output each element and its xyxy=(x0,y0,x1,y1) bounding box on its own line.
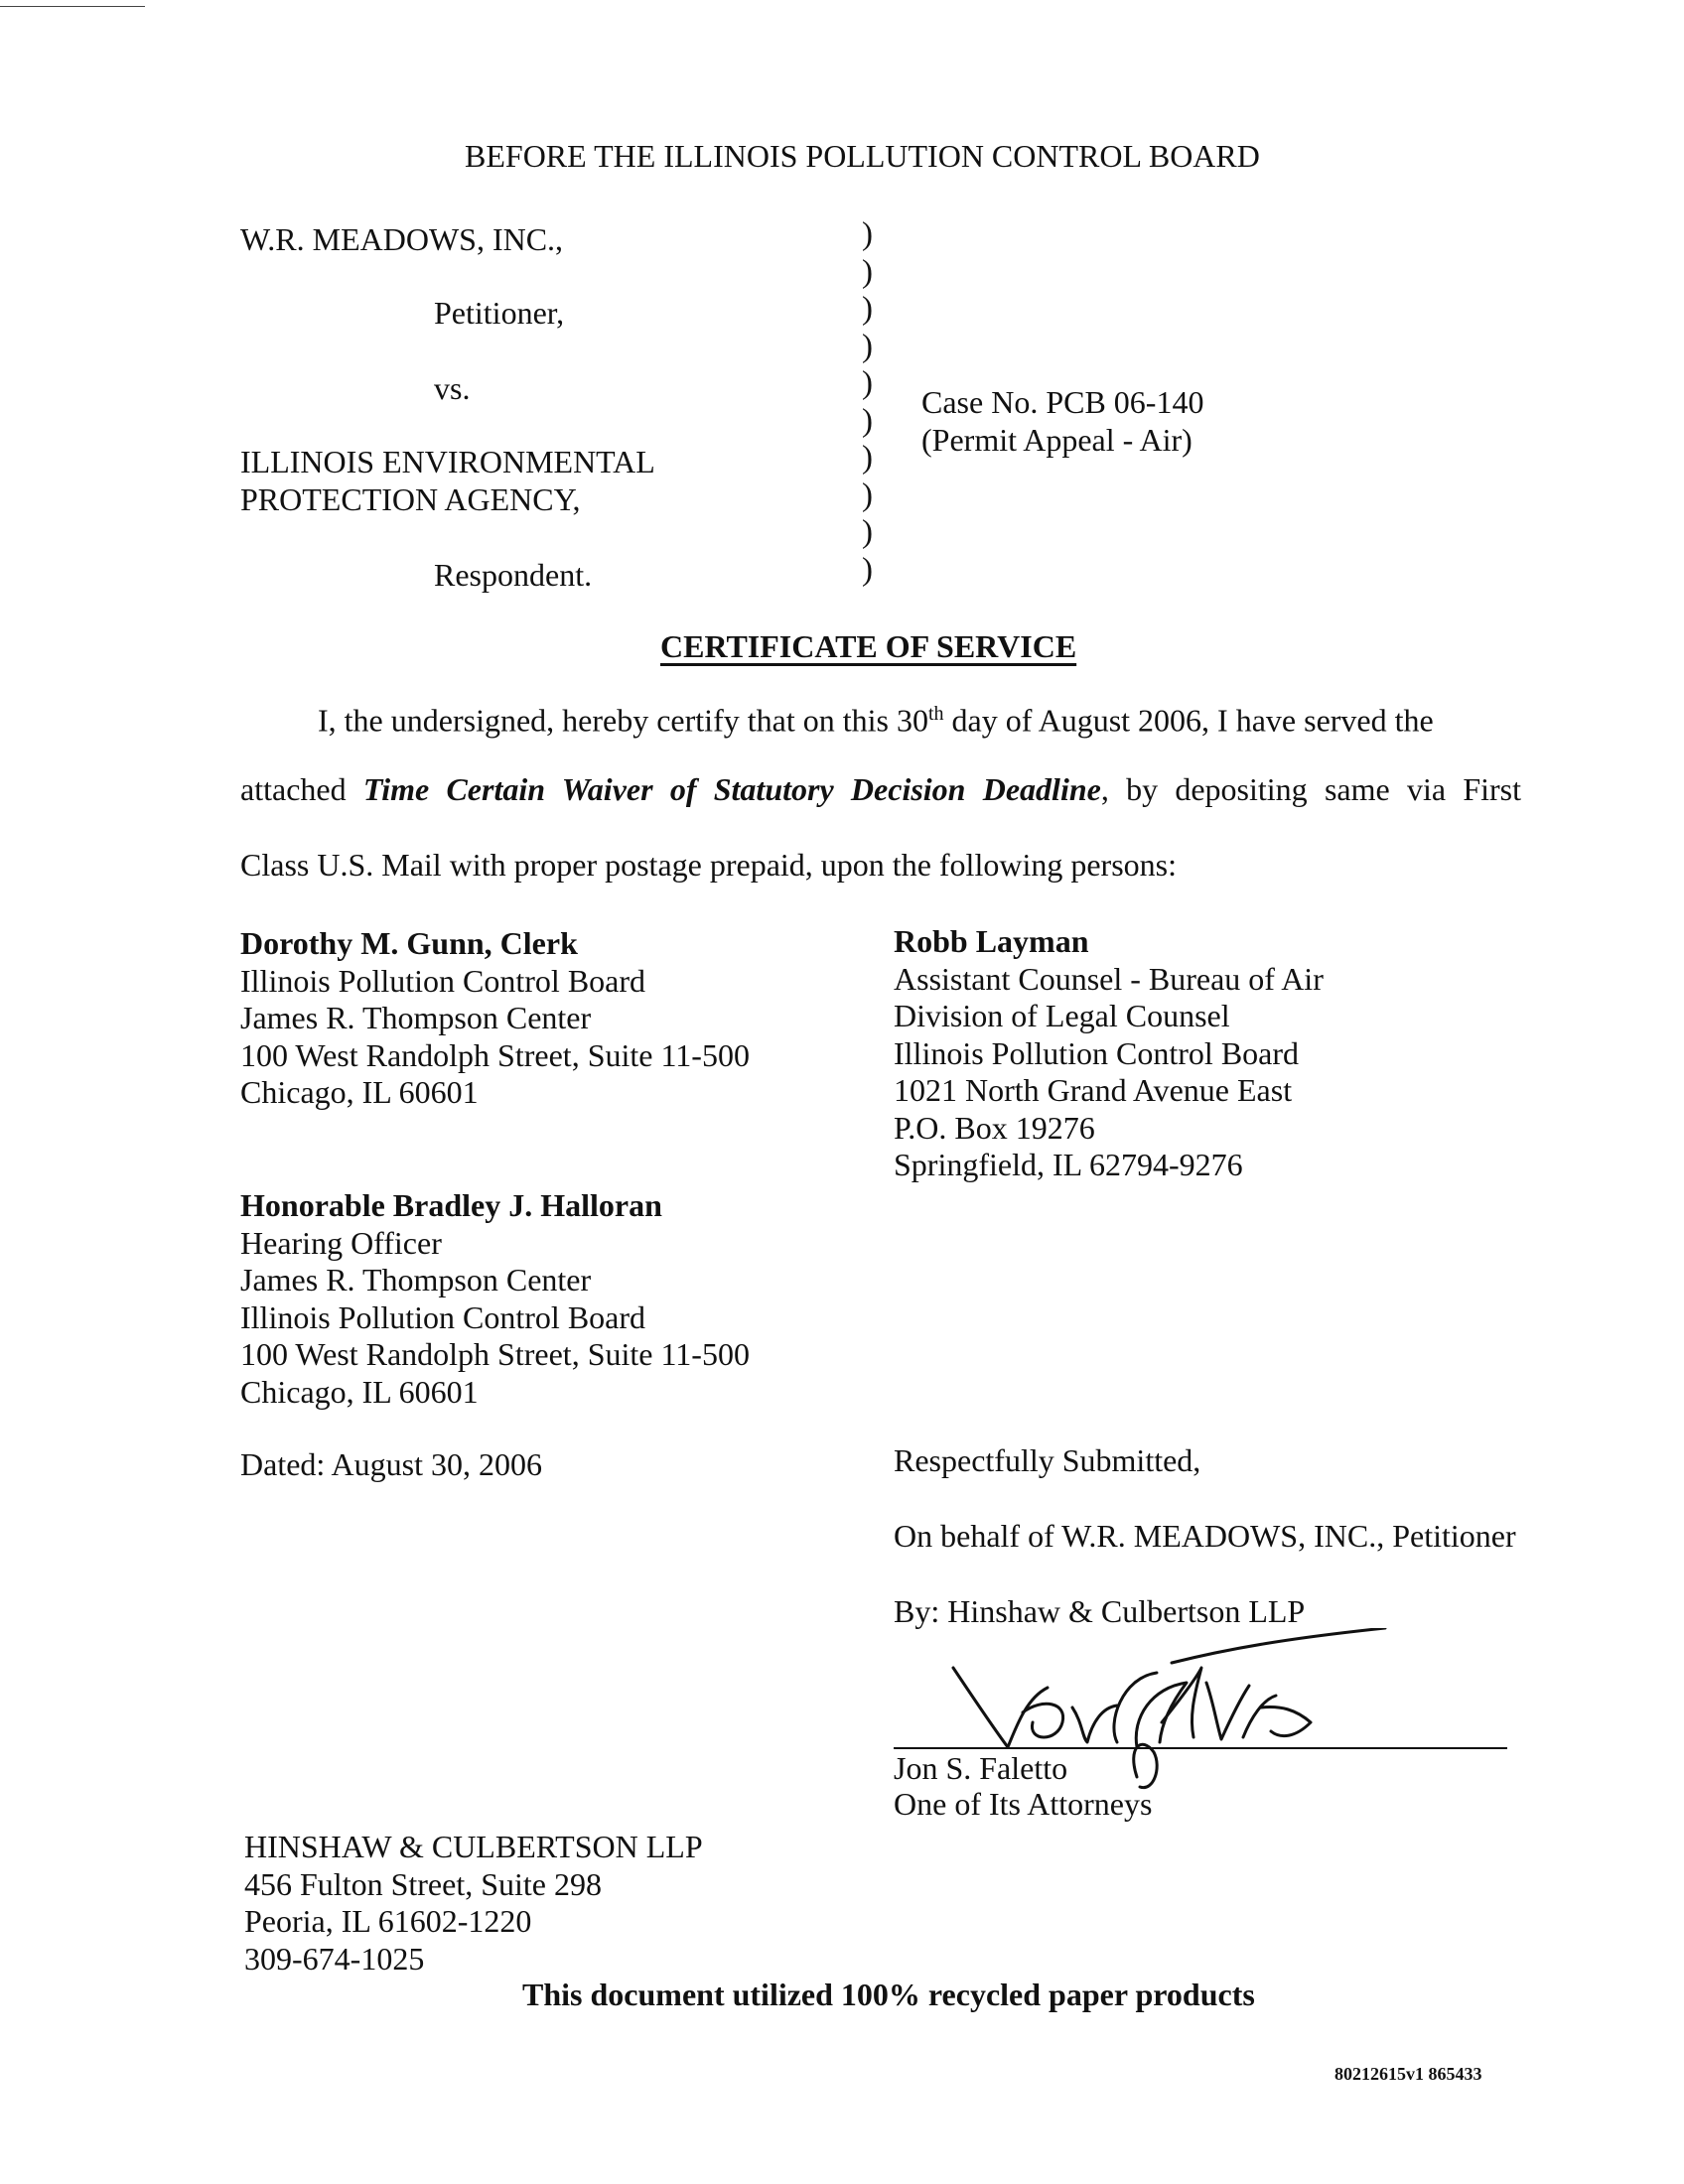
address-line: James R. Thompson Center xyxy=(240,1000,592,1035)
address-line: Illinois Pollution Control Board xyxy=(894,1034,1300,1071)
firm-line: HINSHAW & CULBERTSON LLP xyxy=(244,1829,703,1864)
address-line: 100 West Randolph Street, Suite 11-500 xyxy=(240,1036,750,1073)
signer-role: One of Its Attorneys xyxy=(894,1786,1153,1822)
certificate-line-1 xyxy=(240,695,1521,740)
ordinal-suffix: th xyxy=(927,703,944,725)
certificate-line-2 xyxy=(240,770,1521,808)
address-line: Illinois Pollution Control Board xyxy=(240,962,646,999)
on-behalf-line: On behalf of W.R. MEADOWS, INC., Petitioner xyxy=(894,1518,1516,1554)
address-line: 100 West Randolph Street, Suite 11-500 xyxy=(240,1336,750,1372)
address-line: 1021 North Grand Avenue East xyxy=(894,1072,1293,1108)
paren: ) xyxy=(862,514,873,550)
document-code: 80212615v1 865433 xyxy=(1334,2064,1482,2084)
respondent-name-line1: ILLINOIS ENVIRONMENTAL xyxy=(240,444,655,479)
recipient-layman xyxy=(894,923,1324,1184)
certificate-line-2-a: attached xyxy=(240,771,363,807)
address-line: Hearing Officer xyxy=(240,1224,442,1261)
paren: ) xyxy=(862,365,873,401)
recipient-gunn xyxy=(240,925,750,1112)
recipient-name: Honorable Bradley J. Halloran xyxy=(240,1187,662,1223)
certificate-title: CERTIFICATE OF SERVICE xyxy=(660,628,1077,664)
case-number: Case No. PCB 06-140 xyxy=(921,384,1204,420)
paren: ) xyxy=(862,328,873,364)
certificate-line-1-a: I, the undersigned, hereby certify that on this 30 xyxy=(318,702,928,739)
address-line: Chicago, IL 60601 xyxy=(240,1373,479,1410)
certificate-line-2-b: , by depositing same via First xyxy=(1100,771,1522,807)
firm-line: Peoria, IL 61602-1220 xyxy=(244,1903,532,1939)
signer-name: Jon S. Faletto xyxy=(894,1750,1068,1786)
scan-edge-line xyxy=(0,6,145,7)
firm-line: 309-674-1025 xyxy=(244,1940,425,1977)
paren: ) xyxy=(862,291,873,327)
recipient-halloran xyxy=(240,1187,750,1411)
address-line: Springfield, IL 62794-9276 xyxy=(894,1147,1243,1182)
document-title: Time Certain Waiver of Statutory Decision Deadline xyxy=(362,771,1101,807)
dated-line: Dated: August 30, 2006 xyxy=(240,1446,542,1482)
address-line: P.O. Box 19276 xyxy=(894,1109,1095,1146)
caption-parentheses xyxy=(862,216,873,589)
paren: ) xyxy=(862,402,873,439)
address-line: Illinois Pollution Control Board xyxy=(240,1298,646,1335)
paren: ) xyxy=(862,477,873,513)
recipient-name: Dorothy M. Gunn, Clerk xyxy=(240,925,578,961)
certificate-line-3: Class U.S. Mail with proper postage prepaid, upon the following persons: xyxy=(240,847,1177,883)
court-heading: BEFORE THE ILLINOIS POLLUTION CONTROL BOARD xyxy=(465,138,1260,174)
by-line: By: Hinshaw & Culbertson LLP xyxy=(894,1593,1306,1629)
firm-address xyxy=(244,1829,703,1978)
paren: ) xyxy=(862,440,873,476)
petitioner-label: Petitioner, xyxy=(434,295,565,331)
respondent-label: Respondent. xyxy=(434,557,593,593)
paren: ) xyxy=(862,551,873,588)
recipient-name: Robb Layman xyxy=(894,923,1089,959)
closing: Respectfully Submitted, xyxy=(894,1442,1201,1478)
address-line: Chicago, IL 60601 xyxy=(240,1074,479,1110)
petitioner-name: W.R. MEADOWS, INC., xyxy=(240,221,564,257)
case-type: (Permit Appeal - Air) xyxy=(921,422,1193,458)
respondent-name-line2: PROTECTION AGENCY, xyxy=(240,481,581,517)
paren: ) xyxy=(862,216,873,252)
address-line: Assistant Counsel - Bureau of Air xyxy=(894,960,1324,997)
firm-line: 456 Fulton Street, Suite 298 xyxy=(244,1865,602,1902)
address-line: James R. Thompson Center xyxy=(240,1262,592,1297)
recycled-note: This document utilized 100% recycled paper products xyxy=(522,1977,1255,2012)
address-line: Division of Legal Counsel xyxy=(894,998,1230,1033)
certificate-line-1-b: day of August 2006, I have served the xyxy=(943,702,1434,739)
versus-label: vs. xyxy=(434,370,471,406)
paren: ) xyxy=(862,253,873,290)
